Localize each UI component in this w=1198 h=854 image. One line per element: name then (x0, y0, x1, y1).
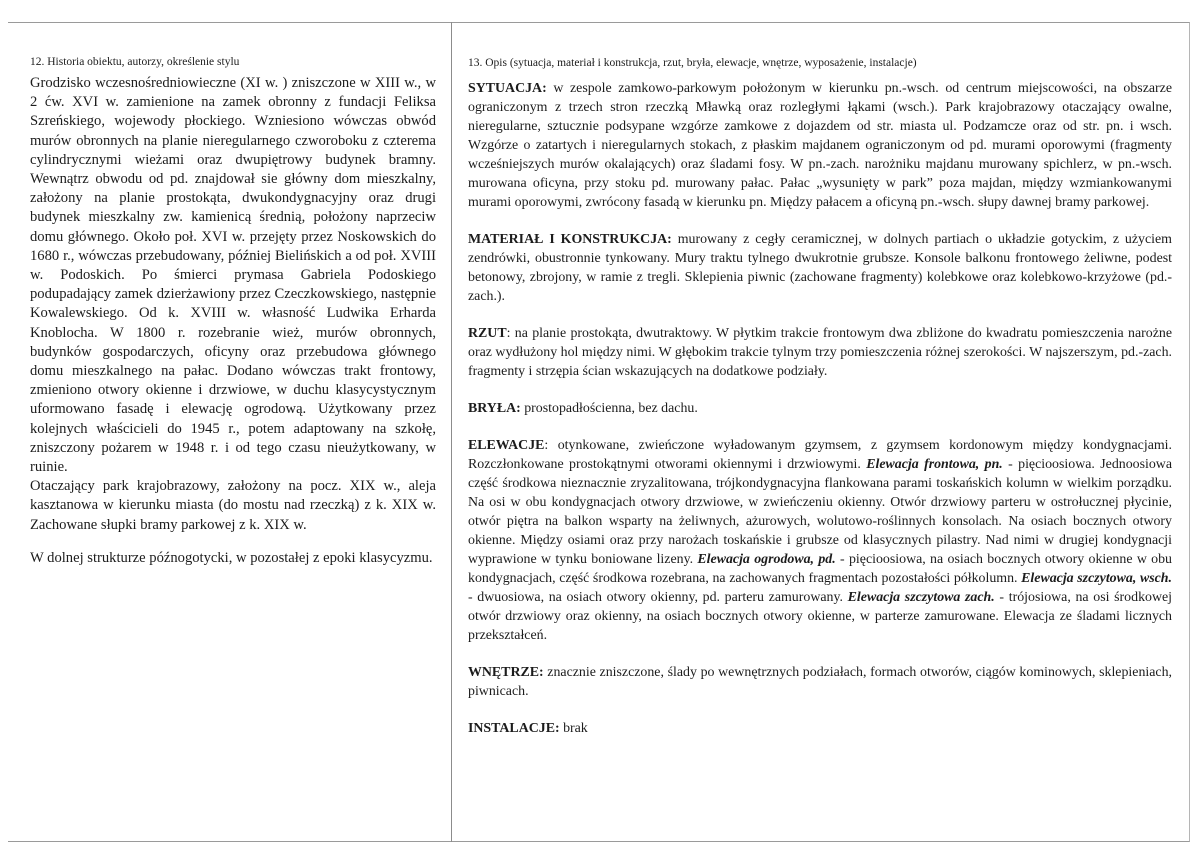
column-divider (451, 22, 452, 842)
history-paragraph-park: Otaczający park krajobrazowy, założony na pocz. XIX w., aleja kasztanowa w kierunku miasta (do mostu nad rzeczką) z k. XIX w. Zachowane słupki bramy parkowej z k. XIX w. (30, 478, 436, 533)
description-column (468, 56, 1172, 756)
elewacje-text-3: - pięcioosiowa, na osiach bocznych otwory okienne w obu kondygnacjach, część środkowa rozebrana, na zachowanych fragmentach pozostałości półkolumn. (468, 552, 1173, 586)
elewacje-text-2: - pięcioosiowa. Jednoosiowa część środkowa nieznacznie zryzalitowana, trójkondygnacyjna flankowana parami toskańskich kolumn w wielkim porządku. Na osi w obu kondygnacjach otwory drzwiowe, w zwieńczeniu okienny. Otwór drzwiowy parteru w ostrołucznej płycinie, otwór piętra na balkon wsparty na żeliwnych, ażurowych, wolutowo-roślinnych konsolach. Na osiach bocznych otwory okienne. Między osiami oraz przy narożach toskańskie i grubsze od klasycznych pilastry. Nad nimi w drugiej kondygnacji wyprawione w tynku boniowane lizeny. (468, 457, 1173, 567)
section-sytuacja (468, 79, 1172, 212)
elewacja-szczytowa-wsch-label: Elewacja szczytowa, wsch. (1021, 571, 1172, 586)
section-rzut (468, 324, 1172, 381)
description-heading: 13. Opis (sytuacja, materiał i konstrukcja, rzut, bryła, elewacje, wnętrze, wyposażenie, instalacje) (468, 57, 917, 69)
section-wnetrze (468, 663, 1172, 701)
section-bryla (468, 399, 1172, 418)
history-paragraph-style: W dolnej strukturze późnogotycki, w pozostałej z epoki klasycyzmu. (30, 549, 433, 566)
sytuacja-text: w zespole zamkowo-parkowym położonym w kierunku pn.-wsch. od centrum miejscowości, na obszarze ograniczonym z trzech stron rzeczką Mławką oraz rozległymi łąkami (wsch.). Park krajobrazowy otaczający owalne, nieregularne, sztucznie podsypane wzgórze zamkowe z dojazdem od str. miasta ul. Podzamcze oraz od str. pn. i wsch. Wzgórze o zatartych i nieregularnych stokach, z płaskim majdanem ograniczonym od pd. murami oporowymi (fragmenty wcześniejszych murów okalających) oraz śladami fosy. W pn.-zach. narożniku majdanu murowany spichlerz, w pn.-wsch. murowana oficyna, przy stoku pd. murowany pałac. Pałac „wysunięty w park” poza majdan, między wzmiankowanymi murami oporowymi, zwrócony fasadą w kierunku pn. Między pałacem a oficyną pn.-wsch. słupy dawnej bramy parkowej. (468, 81, 1172, 210)
elewacje-text-4: - dwuosiowa, na osiach otwory okienny, pd. parteru zamurowany. (468, 590, 848, 605)
elewacje-text-5: - trójosiowa, na osi środkowej otwór drzwiowy oraz okienny, na osiach bocznych otwory okienne, w parterze zamurowane. Elewacja ze śladami licznych przekształceń. (468, 590, 1173, 643)
bryla-label: BRYŁA: (468, 401, 521, 416)
rzut-label: RZUT (468, 326, 507, 341)
section-instalacje (468, 719, 1172, 738)
history-column (30, 55, 436, 568)
elewacja-ogrodowa-label: Elewacja ogrodowa, pd. (697, 552, 836, 567)
elewacje-text-1: : otynkowane, zwieńczone wyładowanym gzymsem, z gzymsem kordonowym między kondygnacjami. Rozczłonkowane prostokątnymi otworami okiennymi i drzwiowymi. (468, 438, 1172, 472)
material-text: murowany z cegły ceramicznej, w dolnych partiach o układzie gotyckim, z użyciem zendrówki, obustronnie tynkowany. Mury traktu tylnego dwukrotnie grubsze. Konsole balkonu frontowego żeliwne, podest betonowy, zbrojony, w ramie z tregli. Sklepienia piwnic (zachowane fragmenty) kolebkowe oraz kolebkowo-krzyżowe (pd.-zach.). (468, 232, 1172, 304)
section-elewacje (468, 436, 1172, 645)
bryla-text: prostopadłościenna, bez dachu. (520, 401, 698, 416)
wnetrze-label: WNĘTRZE: (468, 665, 544, 680)
wnetrze-text: znacznie zniszczone, ślady po wewnętrznych podziałach, formach otworów, ciągów kominowych, sklepieniach, piwnicach. (468, 665, 1172, 699)
elewacja-szczytowa-zach-label: Elewacja szczytowa zach. (847, 590, 995, 605)
elewacje-label: ELEWACJE (468, 438, 545, 453)
section-material (468, 230, 1172, 306)
instalacje-label: INSTALACJE: (468, 721, 560, 736)
sytuacja-label: SYTUACJA: (468, 81, 547, 96)
material-label: MATERIAŁ I KONSTRUKCJA: (468, 232, 672, 247)
history-paragraph-main: Grodzisko wczesnośredniowieczne (XI w. ) zniszczone w XIII w., w 2 ćw. XVI w. zamienione na zamek obronny z fundacji Feliksa Szreńskiego, wojewody płockiego. Wzniesiono wówczas obwód murów obronnych na planie nieregularnego czworoboku z czterema cylindrycznymi wieżami oraz dwupiętrowy budynek bramny. Wewnątrz obwodu od pd. znajdował sie główny dom mieszkalny, założony na planie prostokąta, dwukondygnacyjny oraz drugi budynek mieszkalny zw. kamienicą średnią, położony naprzeciw domu głównego. Około poł. XVI w. przejęty przez Noskowskich do 1680 r., wówczas przebudowany, później Bielińskich a od poł. XVIII w. Podoskich. Po śmierci prymasa Gabriela Podoskiego podupadający zamek dzierżawiony przez Czeczkowskiego, następnie Kowalewskiego. Od k. XVIII w. własność Ludwika Erharda Knoblocha. W 1800 r. rozebranie wież, murów obronnych, budynków gospodarczych, oficyny oraz przebudowa głównego domu mieszkalnego na pałac. Dodano wówczas trakt frontowy, zmieniono otwory okienne i drzwiowe, w duchu klasycystycznym uformowano fasadę i elewację ogrodową. Użytkowany przez kolejnych właścicieli do 1945 r., potem adaptowany na szkołę, zniszczony pożarem w 1948 r. i od tego czasu nieużytkowany, w ruinie. (30, 75, 436, 476)
instalacje-text: brak (559, 721, 588, 736)
rzut-text: : na planie prostokąta, dwutraktowy. W płytkim trakcie frontowym dwa zbliżone do kwadratu pomieszczenia narożne oraz wydłużony hol między nimi. W głębokim trakcie tylnym trzy pomieszczenia różnej szerokości. W najszerszym, pd.-zach. fragmenty i strzępia ścian wskazujących na dodatkowe podziały. (468, 326, 1172, 379)
history-body (30, 74, 436, 568)
history-heading: 12. Historia obiektu, autorzy, określenie stylu (30, 56, 240, 68)
elewacja-frontowa-label: Elewacja frontowa, pn. (866, 457, 1003, 472)
